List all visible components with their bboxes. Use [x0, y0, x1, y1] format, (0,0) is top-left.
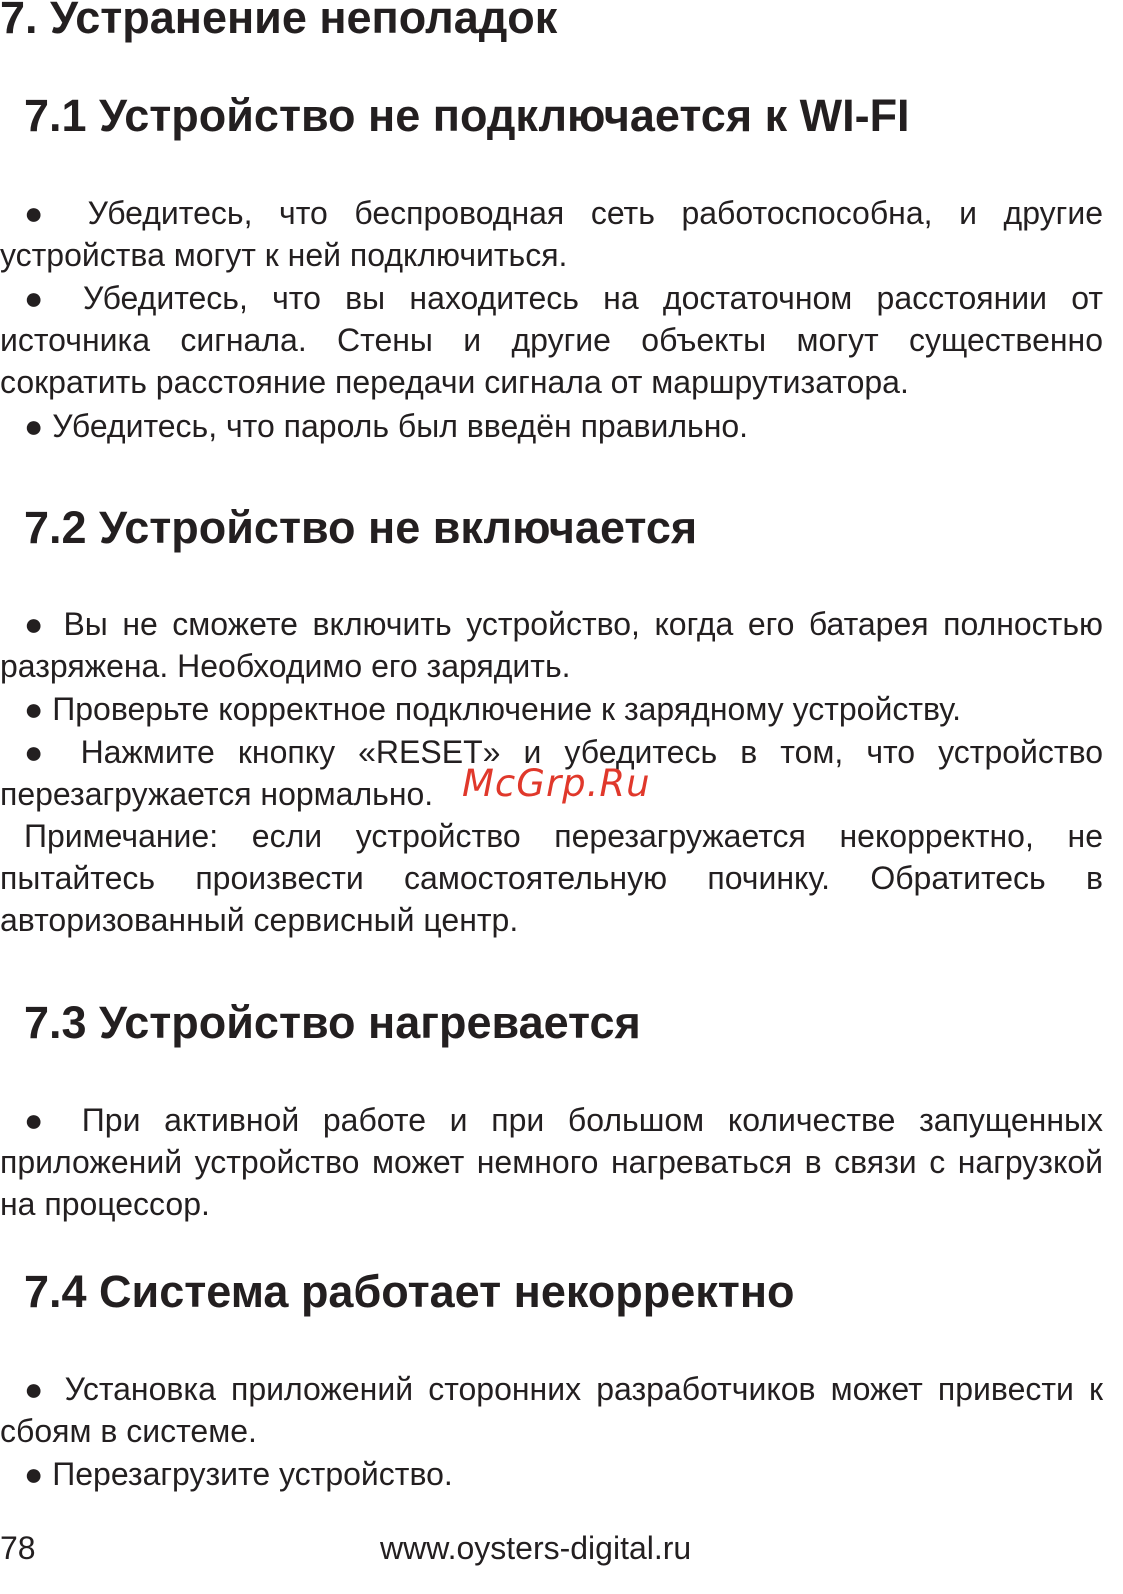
- section-heading-heating: 7.3 Устройство нагревается: [24, 997, 641, 1048]
- footer-url: www.oysters-digital.ru: [380, 1530, 692, 1566]
- paragraph-wifi-password: ● Убедитесь, что пароль был введён правильно.: [24, 408, 749, 444]
- paragraph-wifi-network: ● Убедитесь, что беспроводная сеть работоспособна, и другие устройства могут к ней подключиться.: [0, 195, 1103, 273]
- paragraph-power-battery: ● Вы не сможете включить устройство, когда его батарея полностью разряжена. Необходимо его зарядить.: [0, 606, 1103, 684]
- page-title: 7. Устранение неполадок: [0, 0, 558, 43]
- paragraph-power-note: Примечание: если устройство перезагружается некорректно, не пытайтесь произвести самостоятельную починку. Обратитесь в авторизованный сервисный центр.: [0, 818, 1103, 938]
- section-heading-power: 7.2 Устройство не включается: [24, 502, 698, 553]
- paragraph-system-apps: ● Установка приложений сторонних разработчиков может привести к сбоям в системе.: [0, 1371, 1103, 1449]
- page-number: 78: [0, 1530, 36, 1566]
- watermark: McGrp.Ru: [462, 762, 651, 805]
- paragraph-wifi-distance: ● Убедитесь, что вы находитесь на достаточном расстоянии от источника сигнала. Стены и другие объекты могут существенно сократить расстояние передачи сигнала от маршрутизатора.: [0, 280, 1103, 400]
- section-heading-system: 7.4 Система работает некорректно: [24, 1266, 795, 1317]
- section-heading-wifi: 7.1 Устройство не подключается к WI-FI: [24, 90, 910, 141]
- paragraph-system-reboot: ● Перезагрузите устройство.: [24, 1456, 453, 1492]
- paragraph-power-reset: ● Нажмите кнопку «RESET» и убедитесь в том, что устройство перезагружается нормально.: [0, 734, 1103, 812]
- paragraph-heating-load: ● При активной работе и при большом количестве запущенных приложений устройство может немного нагреваться в связи с нагрузкой на процессор.: [0, 1102, 1103, 1222]
- paragraph-power-charger: ● Проверьте корректное подключение к зарядному устройству.: [24, 691, 961, 727]
